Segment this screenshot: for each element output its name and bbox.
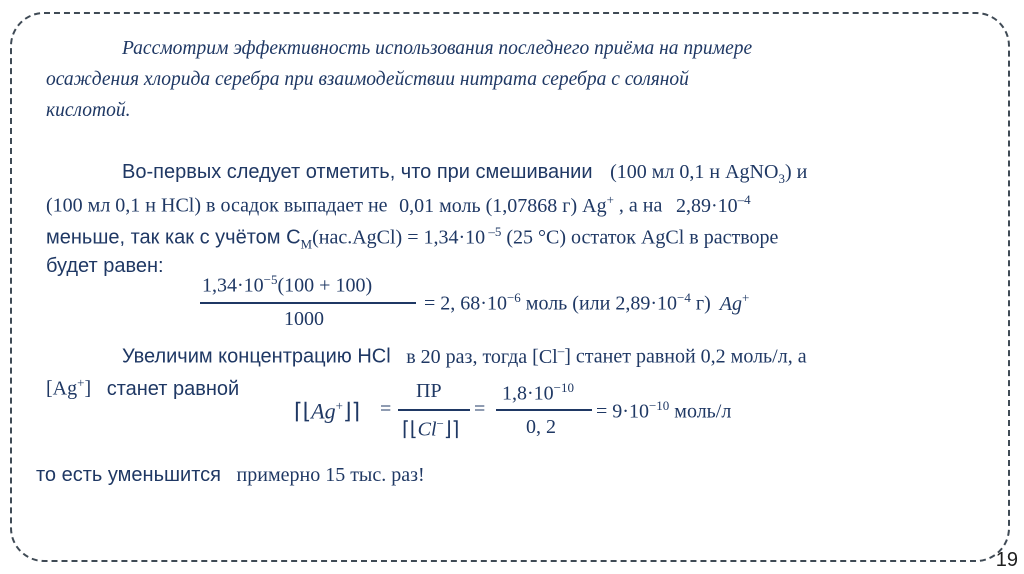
formula2-f1-bar	[398, 409, 470, 411]
conclusion-a: то есть уменьшится	[36, 464, 221, 486]
formula1-eq: =	[424, 292, 436, 315]
para2-l1-b: в 20 раз, тогда [Cl	[406, 345, 558, 368]
formula1-res-e-sup: +	[741, 290, 750, 305]
para2-l1-c: ] станет равной 0,2 моль/л, а	[564, 345, 807, 368]
formula1-num-a: 1,34·10	[202, 274, 264, 297]
formula1-denominator: 1000	[284, 308, 324, 330]
para1-l3-c: (25 °C) остаток AgCl в растворе	[501, 226, 779, 249]
conclusion-line	[36, 464, 425, 487]
den-left-bracket: ⌈⌊	[402, 418, 418, 441]
formula2-f1-num: ПР	[416, 380, 442, 402]
para1-l3-b: (нас.AgCl) = 1,34·10	[312, 226, 486, 249]
intro-line-3-text: кислотой.	[46, 100, 131, 121]
para1-l3-a: меньше, так как с учётом C	[46, 226, 301, 249]
formula2-lhs-ag: Ag	[311, 398, 336, 424]
intro-line-2	[46, 69, 689, 91]
formula1-num-b: (100 + 100)	[277, 274, 373, 297]
formula1-result	[424, 290, 749, 316]
para2-l2-sup: +	[77, 375, 85, 390]
formula2-result	[596, 398, 731, 424]
para1-l1-c: ) и	[784, 161, 808, 183]
formula1-res-d: г)	[690, 292, 711, 315]
para2-l2-c: станет равной	[106, 377, 240, 400]
formula1-res-a: 2, 68·10	[440, 292, 507, 315]
para1-l3-exp: –5	[485, 224, 502, 239]
para1-l2-exp: –4	[737, 192, 751, 207]
formula2-f1-den	[402, 416, 459, 442]
para1-line-1	[122, 161, 807, 187]
para1-line-4	[46, 255, 164, 278]
para2-line-1	[122, 343, 807, 369]
para2-line-2	[46, 375, 239, 401]
formula2-lhs-sup: +	[335, 398, 343, 413]
formula2-f2-num-exp: −10	[553, 380, 575, 395]
formula2-eq1: =	[380, 398, 392, 420]
para1-l3-sub: M	[300, 236, 313, 252]
para1-line-3	[46, 224, 778, 253]
para2-l2-b: ]	[84, 377, 92, 400]
para2-l1-a: Увеличим концентрацию HCl	[122, 345, 391, 368]
intro-line-3	[46, 100, 130, 122]
formula1-fraction-bar	[200, 302, 416, 304]
formula2-eq2: =	[474, 398, 486, 420]
formula2-f1-den-cl: Cl	[417, 418, 437, 441]
para1-l4: будет равен:	[46, 255, 164, 277]
formula1-res-c: 2,89·10	[615, 292, 678, 315]
formula2-f2-num-text: 1,8·10	[502, 382, 554, 405]
para1-l2-d: 2,89·10	[675, 194, 738, 217]
formula2-f1-den-sup: −	[436, 416, 444, 431]
para2-l2-a: [Ag	[46, 377, 78, 400]
para1-line-2	[46, 192, 751, 218]
para2-l1-sup: –	[557, 343, 565, 358]
formula1-num-exp: −5	[263, 272, 278, 287]
intro-line-2-text: осаждения хлорида серебра при взаимодействии нитрата серебра с соляной	[46, 69, 689, 90]
left-bracket: ⌈⌊	[294, 398, 312, 424]
formula1-res-c-exp: −4	[677, 290, 691, 305]
intro-line-1-text: Рассмотрим эффективность использования последнего приёма на примере	[122, 38, 753, 59]
formula2-eq3: =	[596, 400, 608, 423]
para1-l1-a: Во-первых следует отметить, что при смешивании	[122, 161, 593, 183]
formula2-f2-bar	[496, 409, 592, 411]
right-bracket: ⌋⌉	[342, 398, 361, 424]
formula2-res: 9·10	[612, 400, 649, 423]
formula2-f2-den: 0, 2	[526, 416, 556, 438]
formula-1	[200, 270, 860, 342]
formula2-res-exp: −10	[648, 398, 670, 413]
conclusion-b: примерно 15 тыс. раз!	[236, 464, 425, 486]
formula2-res-unit: моль/л	[669, 400, 732, 423]
formula2-f2-num	[502, 380, 574, 406]
para1-l1-sub: 3	[778, 171, 785, 186]
para1-l1-b: (100 мл 0,1 н AgNO	[610, 161, 779, 183]
formula-2	[290, 378, 810, 452]
formula2-lhs	[294, 398, 360, 424]
para1-l2-c: , а на	[613, 194, 663, 217]
formula1-res-b: моль (или	[520, 292, 611, 315]
den-right-bracket: ⌋⌉	[443, 418, 460, 441]
formula1-numerator	[202, 272, 372, 298]
para1-l2-b: 0,01 моль (1,07868 г) Ag	[399, 194, 607, 217]
para1-l2-sup: +	[606, 192, 614, 207]
formula1-res-e: Ag	[719, 292, 742, 315]
para1-l2-a: (100 мл 0,1 н HCl) в осадок выпадает не	[46, 194, 388, 217]
page-number: 19	[995, 549, 1018, 571]
formula1-res-exp: −6	[506, 290, 521, 305]
intro-line-1	[122, 38, 752, 60]
